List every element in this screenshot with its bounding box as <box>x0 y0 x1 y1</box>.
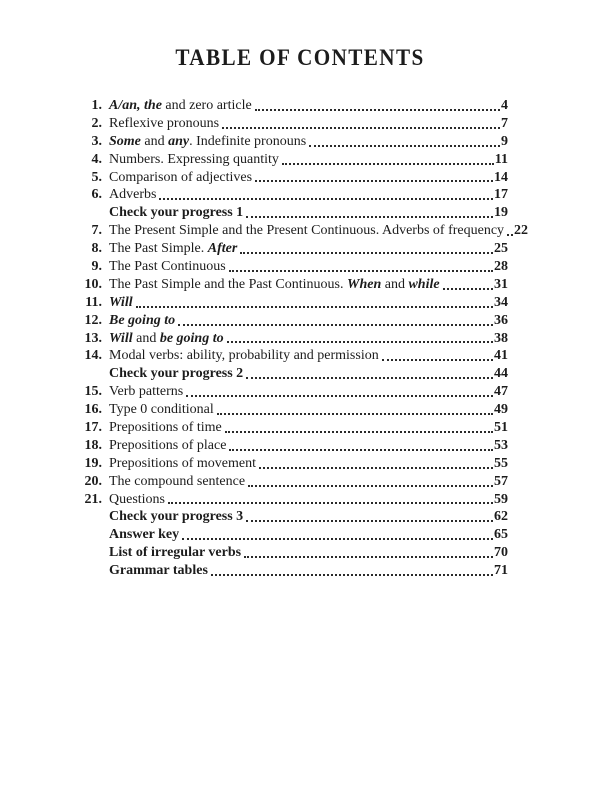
item-title-segment: while <box>408 276 440 292</box>
dot-leader <box>248 485 493 487</box>
item-title-segment: Will <box>109 330 133 346</box>
toc-row <box>78 276 508 294</box>
dot-leader <box>229 270 493 272</box>
item-number: 12. <box>84 312 102 328</box>
dot-leader <box>382 359 493 361</box>
toc-row <box>78 115 508 133</box>
toc-row <box>78 330 508 348</box>
item-title-segment: and <box>132 330 160 346</box>
item-title-segment: Prepositions of time <box>109 420 222 436</box>
item-number: 8. <box>91 241 102 257</box>
item-title <box>109 491 165 509</box>
item-title <box>109 562 208 580</box>
page-number: 22 <box>514 223 529 239</box>
dot-leader <box>244 556 493 558</box>
item-title <box>109 383 183 401</box>
item-title-segment: Adverbs <box>109 187 157 203</box>
item-title-segment: The Past Continuous <box>109 259 226 275</box>
item-title-segment: be going to <box>159 330 224 346</box>
item-title <box>109 204 243 222</box>
page-number: 41 <box>494 348 508 364</box>
item-title <box>109 294 133 312</box>
dot-leader <box>136 306 493 308</box>
item-title <box>109 186 156 204</box>
item-number: 2. <box>91 115 102 131</box>
page-number: 70 <box>494 545 508 561</box>
page-number: 44 <box>494 366 508 382</box>
page-number: 7 <box>501 115 508 131</box>
page-number: 31 <box>494 276 508 292</box>
toc-row <box>78 151 508 169</box>
toc-row <box>78 258 508 276</box>
page-number: 17 <box>494 187 508 203</box>
item-title-segment: and <box>381 276 409 292</box>
item-number: 5. <box>91 169 102 185</box>
item-title-segment: Modal verbs: ability, probability and permission <box>109 348 379 364</box>
item-number: 1. <box>91 98 102 113</box>
toc-row <box>78 419 508 437</box>
item-title <box>109 133 306 151</box>
toc-list <box>78 97 529 580</box>
page-number: 36 <box>494 312 508 328</box>
page-number: 25 <box>494 241 508 257</box>
page-number: 28 <box>494 259 508 275</box>
dot-leader <box>211 574 493 576</box>
item-title <box>109 473 245 491</box>
item-title <box>109 419 222 437</box>
dot-leader <box>246 216 493 218</box>
item-title-segment: Check your progress 3 <box>109 509 244 525</box>
item-title-segment: List of irregular verbs <box>109 545 242 561</box>
item-title-segment: Questions <box>109 491 165 507</box>
page-number: 62 <box>494 509 508 525</box>
toc-row <box>78 401 508 419</box>
dot-leader <box>443 288 493 290</box>
toc-row <box>78 294 508 312</box>
page-number: 38 <box>494 330 508 346</box>
item-title-segment: The Past Simple and the Past Continuous. <box>109 276 347 292</box>
toc-row <box>78 133 508 151</box>
item-title <box>109 312 175 330</box>
dot-leader <box>309 145 500 147</box>
item-number: 21. <box>84 491 102 507</box>
item-title-segment: Check your progress 1 <box>109 205 244 221</box>
dot-leader <box>246 377 493 379</box>
item-title-segment: . Indefinite pronouns <box>189 133 307 149</box>
item-number: 15. <box>84 384 102 400</box>
item-number: 4. <box>91 151 102 167</box>
item-title-segment: and zero article <box>161 98 252 113</box>
item-title-segment: Be going to <box>109 312 176 328</box>
dot-leader <box>255 109 500 111</box>
item-title-segment: Will <box>109 294 133 310</box>
item-title-segment: Type 0 conditional <box>109 402 214 418</box>
item-title-segment: The Past Simple. <box>109 241 208 257</box>
item-title-segment: Grammar tables <box>109 563 208 579</box>
page-number: 57 <box>494 473 508 489</box>
page-number: 11 <box>494 151 508 167</box>
dot-leader <box>217 413 493 415</box>
page-number: 47 <box>494 384 508 400</box>
page-number: 49 <box>494 402 508 418</box>
item-title-segment: and <box>140 133 169 149</box>
item-title-segment: After <box>207 241 238 257</box>
toc-row <box>78 222 529 240</box>
toc-row <box>78 473 508 491</box>
item-title <box>109 97 252 115</box>
page-number: 59 <box>494 491 508 507</box>
toc-row <box>78 169 508 187</box>
dot-leader <box>246 520 493 522</box>
item-title-segment: Verb patterns <box>109 384 184 400</box>
item-number: 3. <box>91 133 102 149</box>
dot-leader <box>240 252 493 254</box>
toc-row <box>78 97 508 115</box>
page-number: 53 <box>494 437 508 453</box>
item-number: 19. <box>84 455 102 471</box>
toc-row <box>78 455 508 473</box>
item-title <box>109 258 226 276</box>
toc-row <box>78 186 508 204</box>
dot-leader <box>168 502 493 504</box>
dot-leader <box>227 341 493 343</box>
page-number: 34 <box>494 294 508 310</box>
dot-leader <box>282 163 494 165</box>
page-number: 51 <box>494 420 508 436</box>
item-number: 13. <box>84 330 102 346</box>
dot-leader <box>225 431 493 433</box>
item-title-segment: The Present Simple and the Present Continuous. Adverbs of frequency <box>109 223 505 239</box>
item-title <box>109 508 243 526</box>
item-number: 9. <box>91 259 102 275</box>
item-number: 10. <box>84 276 102 292</box>
toc-row <box>78 562 508 580</box>
dot-leader <box>255 180 493 182</box>
item-title-segment: Check your progress 2 <box>109 366 244 382</box>
item-title <box>109 455 256 473</box>
item-title-segment: Prepositions of place <box>109 437 227 453</box>
item-title <box>109 169 252 187</box>
page-number: 4 <box>501 98 508 113</box>
item-title-segment: The compound sentence <box>109 473 246 489</box>
item-title-segment: Prepositions of movement <box>109 455 256 471</box>
toc-row <box>78 491 508 509</box>
item-title-segment: Answer key <box>109 527 180 543</box>
toc-row <box>78 508 508 526</box>
item-title-segment: Numbers. Expressing quantity <box>109 151 279 167</box>
toc-row <box>78 526 508 544</box>
page-number: 14 <box>494 169 508 185</box>
toc-row <box>78 312 508 330</box>
toc-row <box>78 204 508 222</box>
item-number: 20. <box>84 473 102 489</box>
item-title <box>109 330 224 348</box>
item-title <box>109 526 179 544</box>
page-number: 55 <box>494 455 508 471</box>
page-number: 71 <box>494 563 508 579</box>
dot-leader <box>222 127 500 129</box>
item-title-segment: Reflexive pronouns <box>109 115 220 131</box>
page-number: 19 <box>494 205 508 221</box>
dot-leader <box>178 324 493 326</box>
item-title <box>109 544 241 562</box>
toc-row <box>78 437 508 455</box>
item-title <box>109 365 243 383</box>
item-title <box>109 401 214 419</box>
item-title <box>109 347 379 365</box>
item-number: 17. <box>84 420 102 436</box>
item-title-segment: Comparison of adjectives <box>109 169 253 185</box>
item-title <box>109 222 504 240</box>
toc-row <box>78 383 508 401</box>
item-title-segment: When <box>347 276 382 292</box>
page-number: 65 <box>494 527 508 543</box>
item-number: 18. <box>84 437 102 453</box>
item-number: 14. <box>84 348 102 364</box>
page-number: 9 <box>501 133 508 149</box>
item-number: 6. <box>91 187 102 203</box>
item-title-segment: A/an, the <box>109 98 162 113</box>
toc-row <box>78 240 508 258</box>
item-title-segment: Some <box>109 133 141 149</box>
item-title <box>109 276 440 294</box>
toc-row <box>78 544 508 562</box>
dot-leader <box>159 198 493 200</box>
dot-leader <box>229 449 493 451</box>
item-title <box>109 115 219 133</box>
dot-leader <box>507 234 513 236</box>
item-number: 16. <box>84 402 102 418</box>
item-title <box>109 437 226 455</box>
dot-leader <box>182 538 493 540</box>
item-number: 11. <box>85 294 102 310</box>
toc-row <box>78 347 508 365</box>
item-number: 7. <box>91 223 102 239</box>
page-title: TABLE OF CONTENTS <box>175 45 425 70</box>
toc-row <box>78 365 508 383</box>
dot-leader <box>259 467 493 469</box>
item-title-segment: any <box>168 133 190 149</box>
item-title <box>109 151 279 169</box>
dot-leader <box>186 395 493 397</box>
item-title <box>109 240 237 258</box>
